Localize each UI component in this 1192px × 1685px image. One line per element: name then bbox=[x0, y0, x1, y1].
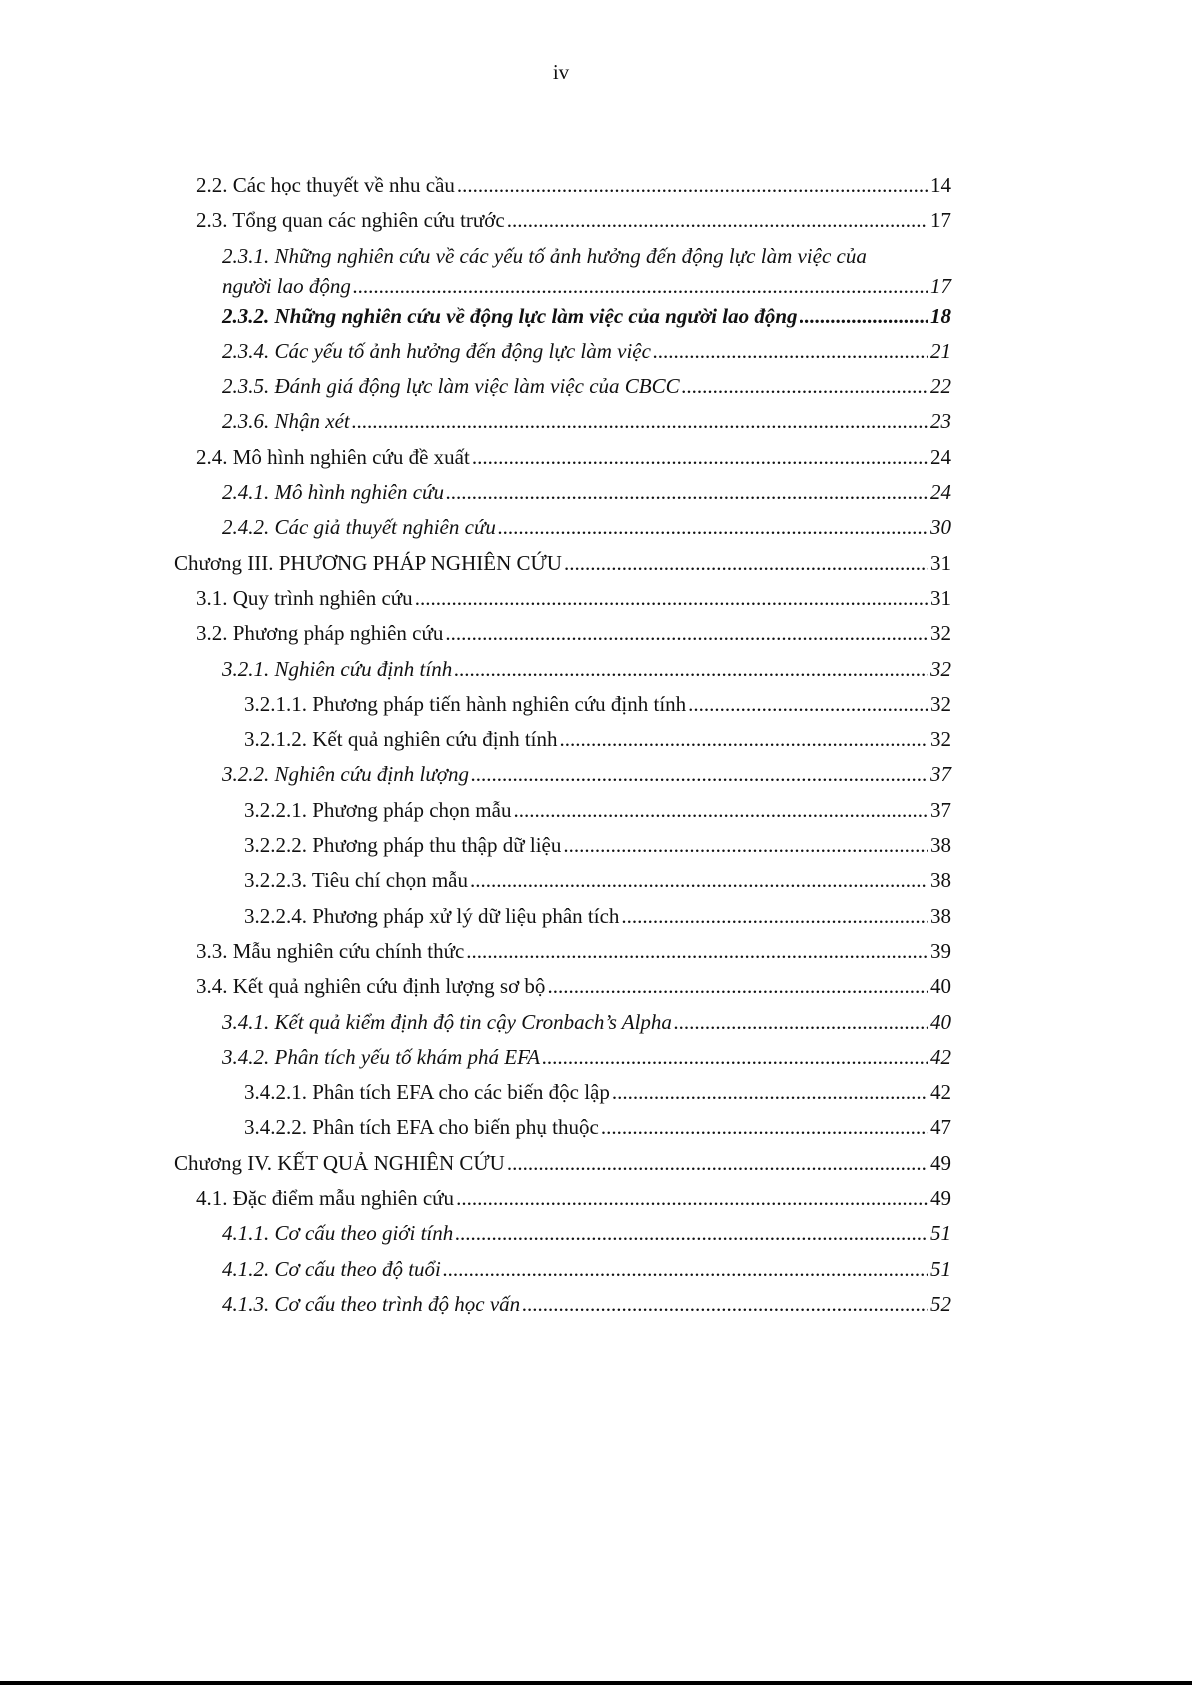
toc-entry-title: Chương III. PHƯƠNG PHÁP NGHIÊN CỨU bbox=[174, 550, 562, 575]
toc-dot-leader bbox=[547, 972, 928, 1000]
toc-entry-title: 3.2.2.3. Tiêu chí chọn mẫu bbox=[244, 868, 468, 893]
toc-entry-title: 2.3.5. Đánh giá động lực làm việc làm việc của CBCC bbox=[222, 374, 680, 399]
toc-entry[interactable] bbox=[174, 584, 951, 619]
toc-entry-page: 40 bbox=[930, 974, 951, 999]
toc-entry-page: 42 bbox=[930, 1044, 951, 1069]
toc-dot-leader bbox=[443, 1255, 928, 1283]
toc-entry[interactable] bbox=[174, 972, 951, 1007]
toc-entry-page: 31 bbox=[930, 550, 951, 575]
toc-entry-title-continued: người lao động bbox=[222, 273, 351, 298]
toc-entry[interactable] bbox=[174, 655, 951, 690]
toc-entry-title: 2.4. Mô hình nghiên cứu đề xuất bbox=[196, 444, 470, 469]
toc-entry-title: 4.1.3. Cơ cấu theo trình độ học vấn bbox=[222, 1291, 521, 1316]
toc-entry-page: 21 bbox=[930, 338, 951, 363]
toc-dot-leader bbox=[507, 206, 928, 234]
toc-dot-leader bbox=[653, 337, 928, 365]
toc-entry[interactable] bbox=[174, 443, 951, 478]
toc-entry-title: 3.2.1. Nghiên cứu định tính bbox=[222, 656, 453, 681]
toc-entry-page: 30 bbox=[930, 515, 951, 540]
toc-entry-title: 3.2.2.1. Phương pháp chọn mẫu bbox=[244, 797, 512, 822]
toc-dot-leader bbox=[415, 584, 928, 612]
toc-entry-title: 3.2. Phương pháp nghiên cứu bbox=[196, 621, 444, 646]
toc-entry-title: 2.3.1. Những nghiên cứu về các yếu tố ảnh hưởng đến động lực làm việc của bbox=[222, 243, 867, 268]
toc-entry-page: 37 bbox=[930, 797, 951, 822]
toc-entry[interactable] bbox=[174, 1219, 951, 1254]
toc-dot-leader bbox=[612, 1078, 928, 1106]
toc-entry-title: 3.4.1. Kết quả kiểm định độ tin cậy Cronbach’s Alpha bbox=[222, 1009, 672, 1034]
toc-entry-page: 51 bbox=[930, 1256, 951, 1281]
toc-dot-leader bbox=[800, 302, 928, 330]
toc-entry-page: 40 bbox=[930, 1009, 951, 1034]
toc-entry-title: 2.4.1. Mô hình nghiên cứu bbox=[222, 480, 445, 505]
toc-entry[interactable] bbox=[174, 831, 951, 866]
toc-dot-leader bbox=[522, 1290, 928, 1318]
toc-entry-title: 3.2.2.4. Phương pháp xử lý dữ liệu phân tích bbox=[244, 903, 620, 928]
toc-entry-page: 24 bbox=[930, 444, 951, 469]
toc-dot-leader bbox=[456, 1184, 928, 1212]
toc-dot-leader bbox=[682, 372, 928, 400]
toc-dot-leader bbox=[470, 866, 928, 894]
toc-entry-page: 42 bbox=[930, 1080, 951, 1105]
toc-entry-title: 3.3. Mẫu nghiên cứu chính thức bbox=[196, 938, 465, 963]
toc-entry-title: 2.3. Tổng quan các nghiên cứu trước bbox=[196, 208, 505, 233]
toc-entry-title: 2.3.6. Nhận xét bbox=[222, 409, 350, 434]
toc-dot-leader bbox=[621, 902, 928, 930]
toc-dot-leader bbox=[472, 443, 928, 471]
toc-entry[interactable] bbox=[174, 302, 951, 337]
toc-entry[interactable] bbox=[174, 1043, 951, 1078]
toc-entry[interactable] bbox=[174, 796, 951, 831]
toc-entry-page: 52 bbox=[930, 1291, 951, 1316]
toc-dot-leader bbox=[507, 1149, 928, 1177]
toc-dot-leader bbox=[457, 171, 928, 199]
toc-dot-leader bbox=[564, 549, 928, 577]
toc-entry-page: 32 bbox=[930, 691, 951, 716]
toc-dot-leader bbox=[352, 407, 928, 435]
toc-entry[interactable] bbox=[174, 937, 951, 972]
toc-entry-page: 38 bbox=[930, 868, 951, 893]
toc-dot-leader bbox=[563, 831, 928, 859]
toc-entry[interactable] bbox=[174, 866, 951, 901]
toc-dot-leader bbox=[466, 937, 928, 965]
toc-entry-title: 3.4.2.2. Phân tích EFA cho biến phụ thuộc bbox=[244, 1115, 599, 1140]
toc-entry-page: 37 bbox=[930, 762, 951, 787]
toc-entry-title: 4.1. Đặc điểm mẫu nghiên cứu bbox=[196, 1186, 455, 1211]
page-bottom-border bbox=[0, 1681, 1192, 1685]
toc-entry[interactable] bbox=[174, 407, 951, 442]
toc-entry-page: 24 bbox=[930, 480, 951, 505]
toc-dot-leader bbox=[688, 690, 928, 718]
toc-entry[interactable] bbox=[174, 337, 951, 372]
toc-dot-leader bbox=[498, 513, 928, 541]
toc-entry-title: 3.4. Kết quả nghiên cứu định lượng sơ bộ bbox=[196, 974, 546, 999]
toc-entry[interactable] bbox=[174, 1255, 951, 1290]
toc-entry[interactable] bbox=[174, 1008, 951, 1043]
toc-entry[interactable] bbox=[174, 206, 951, 241]
toc-entry-page: 18 bbox=[930, 303, 951, 328]
toc-entry-title: 3.4.2.1. Phân tích EFA cho các biến độc lập bbox=[244, 1080, 610, 1105]
toc-dot-leader bbox=[454, 655, 928, 683]
toc-entry[interactable] bbox=[174, 372, 951, 407]
toc-dot-leader bbox=[455, 1219, 928, 1247]
toc-entry[interactable] bbox=[174, 1113, 951, 1148]
toc-dot-leader bbox=[513, 796, 928, 824]
toc-entry-page: 32 bbox=[930, 621, 951, 646]
toc-entry-page: 31 bbox=[930, 585, 951, 610]
toc-entry[interactable] bbox=[174, 549, 951, 584]
toc-entry-title: Chương IV. KẾT QUẢ NGHIÊN CỨU bbox=[174, 1150, 505, 1175]
toc-entry-page: 49 bbox=[930, 1150, 951, 1175]
toc-entry-title: 3.2.1.1. Phương pháp tiến hành nghiên cứu định tính bbox=[244, 691, 687, 716]
toc-entry-page: 17 bbox=[930, 273, 951, 298]
toc-entry[interactable] bbox=[174, 242, 951, 302]
toc-dot-leader bbox=[445, 619, 928, 647]
toc-entry-title: 4.1.1. Cơ cấu theo giới tính bbox=[222, 1221, 454, 1246]
toc-entry[interactable] bbox=[174, 1149, 951, 1184]
toc-entry-page: 51 bbox=[930, 1221, 951, 1246]
toc-entry-page: 32 bbox=[930, 727, 951, 752]
toc-entry-page: 32 bbox=[930, 656, 951, 681]
toc-entry[interactable] bbox=[174, 1078, 951, 1113]
toc-entry[interactable] bbox=[174, 902, 951, 937]
toc-entry-title: 4.1.2. Cơ cấu theo độ tuổi bbox=[222, 1256, 441, 1281]
toc-entry-title: 2.3.2. Những nghiên cứu về động lực làm việc của người lao động bbox=[222, 303, 798, 328]
toc-entry[interactable] bbox=[174, 1290, 951, 1325]
toc-entry[interactable] bbox=[174, 619, 951, 654]
toc-dot-leader bbox=[560, 725, 928, 753]
toc-dot-leader bbox=[353, 272, 928, 300]
toc-entry-title: 3.4.2. Phân tích yếu tố khám phá EFA bbox=[222, 1044, 541, 1069]
toc-entry-page: 38 bbox=[930, 833, 951, 858]
toc-entry-page: 49 bbox=[930, 1186, 951, 1211]
toc-entry-page: 23 bbox=[930, 409, 951, 434]
toc-entry-title: 3.2.1.2. Kết quả nghiên cứu định tính bbox=[244, 727, 558, 752]
toc-entry-title: 2.2. Các học thuyết về nhu cầu bbox=[196, 173, 455, 197]
toc-entry-title: 3.2.2.2. Phương pháp thu thập dữ liệu bbox=[244, 833, 562, 858]
toc-entry-page: 39 bbox=[930, 938, 951, 963]
toc-dot-leader bbox=[542, 1043, 928, 1071]
toc-entry-page: 38 bbox=[930, 903, 951, 928]
toc-entry[interactable] bbox=[174, 725, 951, 760]
toc-entry[interactable] bbox=[174, 1184, 951, 1219]
toc-dot-leader bbox=[446, 478, 928, 506]
toc-entry-title: 2.4.2. Các giả thuyết nghiên cứu bbox=[222, 515, 496, 540]
toc-entry[interactable] bbox=[174, 690, 951, 725]
toc-dot-leader bbox=[471, 760, 928, 788]
toc-entry-page: 17 bbox=[930, 208, 951, 233]
toc-entry[interactable] bbox=[174, 171, 951, 206]
toc-entry-page: 47 bbox=[930, 1115, 951, 1140]
toc-dot-leader bbox=[674, 1008, 928, 1036]
page-number: iv bbox=[552, 60, 570, 84]
toc-entry-page: 22 bbox=[930, 374, 951, 399]
toc-entry[interactable] bbox=[174, 478, 951, 513]
toc-entry[interactable] bbox=[174, 513, 951, 548]
table-of-contents bbox=[174, 171, 951, 1325]
toc-entry-title: 3.2.2. Nghiên cứu định lượng bbox=[222, 762, 470, 787]
toc-dot-leader bbox=[601, 1113, 928, 1141]
toc-entry-title: 3.1. Quy trình nghiên cứu bbox=[196, 585, 413, 610]
toc-entry[interactable] bbox=[174, 760, 951, 795]
toc-entry-page: 14 bbox=[930, 173, 951, 197]
toc-entry-title: 2.3.4. Các yếu tố ảnh hưởng đến động lực làm việc bbox=[222, 338, 651, 363]
